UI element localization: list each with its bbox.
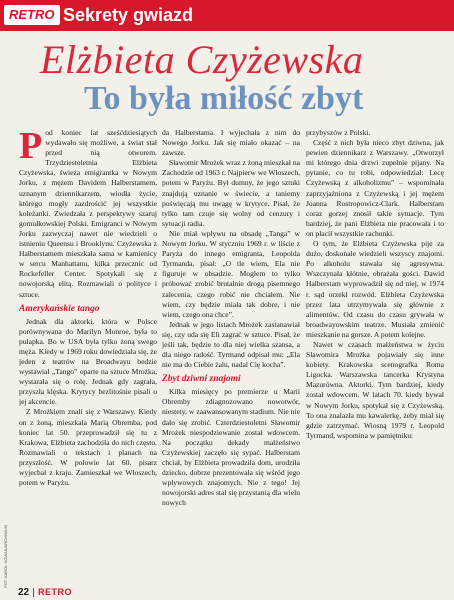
paragraph: O tym, że Elżbieta Czyżewska pije za dużo, doskonale wiedzieli wszyscy znajomi. Po alkoholu stawała się agresywna. Wszczynała kłótnie, obrażała gości. Dawid Halberstam wyprowadził się od niej, w 1974 r. sąd orzekł rozwód. Elżbieta Czyżewska przez lata utrzymywała się głównie z alimentów. Od czasu do czasu grywała w broadwayowskim teatrze. Musiała zmienić mieszkanie na gorsze. A potem kolejne. xyxy=(306,239,444,339)
footer-divider xyxy=(33,588,34,597)
paragraph: Jednak dla aktorki, która w Polsce porównywana do Marilyn Monroe, była to pułapka. Bo w USA była tylko żoną swego męża. Kiedy w 1969 roku dowiedziała się, że jeden z teatrów na Broadwayu bedzie wystawiał „Tango” oparte na sztuce Mrożka, wystarała się o rolę. Jednak gdy zagrała, przyszła klęska. Krytycy bezlitośnie pisali o jej akcencie. xyxy=(19,316,157,407)
article-column-3 xyxy=(306,128,444,582)
paragraph: Sławomir Mrożek wraz z żoną mieszkał na Zachodzie od 1963 r. Najpierw we Włoszech, potem w Paryżu. Był dumny, że jego sztuki znajdują uznanie w świecie, a taniemy poświęcają mu uwagę w krytyce. Pisał, że tylko tam czuje się wolny od cenzury i sytuacji radia. xyxy=(162,158,300,228)
paragraph: Nawet w czasach małżeństwa w życiu Sławomira Mrożka pojawiały się inne kobiety. Krakowska scenografka Roma Ligocka. Warszawska tancerka Krystyna Mazurówna. Aktorki. Tym bardziej, kiedy został wdowcem. W latach 70. kiedy bywał w Nowym Jorku, spotykał się z Czyżewską. To ona znalazła mu kawalerkę, żeby miał się gdzie zatrzymać. Wiosną 1979 r. Leopold Tyrmand, wspomina w pamiętniku: xyxy=(306,339,444,440)
paragraph xyxy=(19,128,157,300)
paragraph: Z Mrożkiem znali się z Warszawy. Kiedy on z żoną, mieszkała Marią Obremba, pod koniec lat 50. przeprowadził się tu z Krakowa, Elżbieta zachodziła do nich często. Rozmawiali o tekstach i planach na przyszłość. W połowie lat 60. pisarz wyjechał z kraju. Zamieszkał we Włoszech, potem w Paryżu. xyxy=(19,407,157,488)
dropcap: P xyxy=(19,128,43,167)
photo-credit: FOT. KAROL NOWAK/ARCHIWUM xyxy=(3,525,8,588)
paragraph: Jednak w jego listach Mrożek zastanawiał się, czy uda się Eli zagrać w sztuce. Pisał, że jeśli tak, będzie to dla niej wielka szansa, a dla niego radość. Tyrmand odpisał mu: „Ela nie ma do Ciebie żalu, nadal Cię kocha”. xyxy=(162,319,300,370)
paragraph: Nie miał wpływu na obsadę „Tanga” w Nowym Jorku. W styczniu 1969 r. w liście z Paryża do innego emigranta, Leopolda Tyrmanda, pisał: „O tle wiem, Ela nie figuruje w obsadzie. Mogłem to tylko próbować zrobić brutalnie drogą pisemnego zalecenia, czego robić nie chciałem. Nie wiem, czy będzie miała tak dobre, i nie wiem, czego ona chce”. xyxy=(162,228,300,319)
paragraph: przybyszów z Polski. xyxy=(306,128,371,137)
page-number: 22 xyxy=(18,587,30,598)
section-header-bar xyxy=(0,0,454,31)
page-footer xyxy=(0,585,454,600)
magazine-logo: RETRO xyxy=(4,5,60,25)
paragraph: da Halberstama. I wyjechała z nim do Nowego Jorku. Jak się miało okazać – na zawsze. xyxy=(162,128,300,158)
article-title-subtitle: To była miłość zbyt xyxy=(84,80,364,117)
footer-magazine-name: RETRO xyxy=(38,587,72,597)
subheading: Amerykańskie tango xyxy=(19,303,100,314)
subheading: Zbyt dziwni znajomi xyxy=(162,374,241,385)
paragraph: Część z nich była nieco zbyt dziwna, jak pewien dziennikarz z Warszawy. „Otworzył mi którego dnia drzwi zupełnie pijany. Na pytanie, co tu robi, odpowiedział: Lecę Czyżewską z alkoholizmu” – wspominała zaprzyjaźniona z Czyżewską i jej mężem Joanna Rostropowicz-Clark. Halberstam coraz gorzej znosił takie sytuacje. Tym bardziej, że pani Elżbieta nie pracowała i to on płacił wszystkie rachunki. xyxy=(306,138,444,238)
section-title: Sekrety gwiazd xyxy=(63,5,194,25)
article-column-2 xyxy=(162,128,300,582)
article-column-1 xyxy=(19,128,157,582)
paragraph: Kilka miesięcy po premierze u Marii Obremby zdiagnozowano nowotwór, niestety, w zaawansowanym stadium. Nie nie dało się zrobić. Czterdziestoletni Sławomir Mrożek niespodziewanie został wdowcem. Na początku dekady małżeństwo Czyżewskiej zaczęło się sypać. Halberstam chciał, by Elżbieta prowadziła dom, urodziła dziecko, dobrze prezentowała się wśród jego wpływowych znajomych. Nie z tego! Jej nowojorski adres stał się przystanią dla wielu nowych xyxy=(162,387,300,508)
article-title-name: Elżbieta Czyżewska xyxy=(40,37,364,82)
paragraph-text: od koniec lat sześćdziesiątych wydawało się możliwe, a świat stał przed nią otworem. Trzydziestoletnia Elżbieta Czyżewska, świeża emigrantka w Nowym Jorku, z mężem Davidem Halberstamem, uznanym dziennikarzem, wiodła życie, którego mogły zazdrościć jej wszystkie koleżanki. Zwiedzała z perspektywy szaruj gomułkowskiej Polski. Emigranci w Nowym Jorku zazwyczaj nawet nie wiedzieli o istnieniu Queensu i Brooklynu. Czyżewska z Halberstamem mieszkała sama w kamienicy w sercu Manhattanu, kilka przecznic od Rockefeller Center. Spotykali się z nowojorską elitą. Rozmawiali o polityce i sztuce. xyxy=(19,128,157,299)
